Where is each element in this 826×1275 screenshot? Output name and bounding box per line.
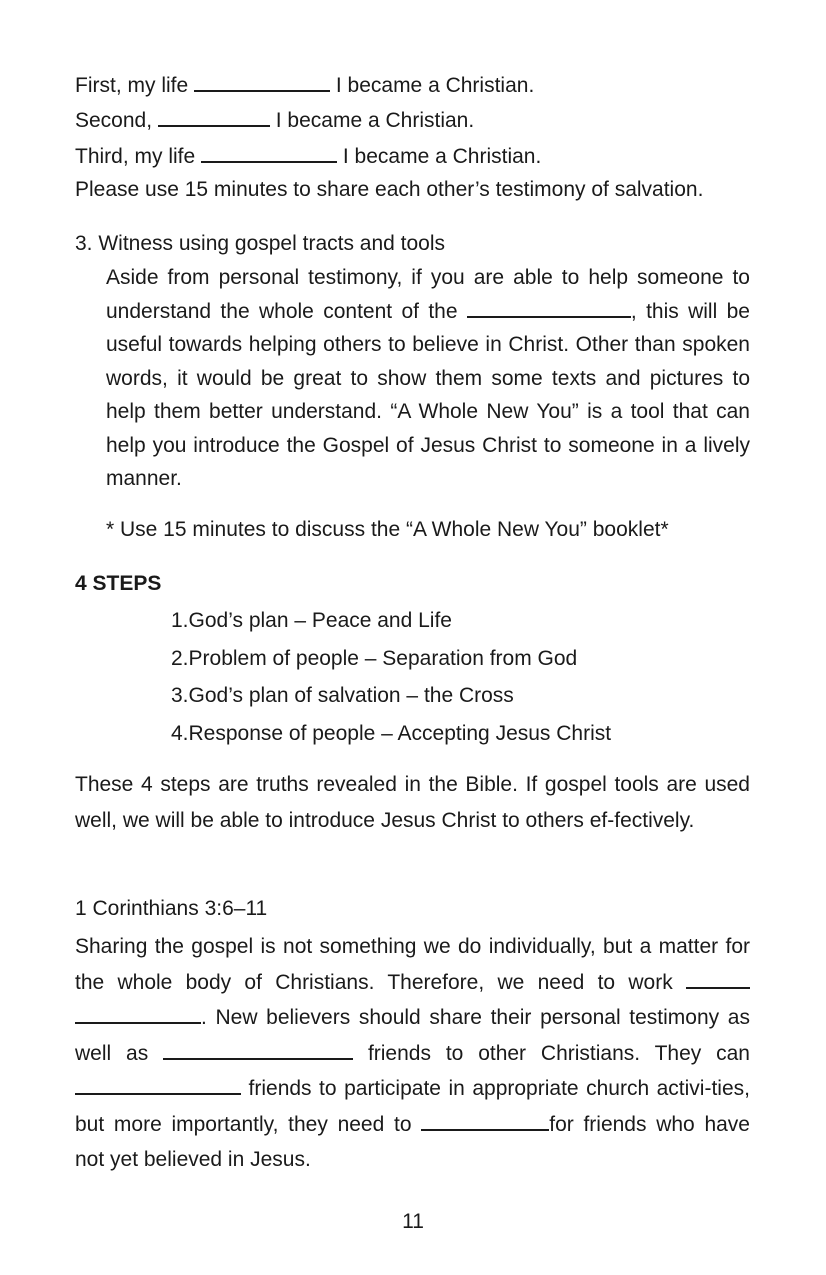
testimony-line-first [75,72,534,98]
testimony-line-third [75,143,541,169]
testimony-line-second [75,107,474,133]
testimony-instruction: Please use 15 minutes to share each other’s testimony of salvation. [75,178,704,201]
corinthians-paragraph [75,929,750,1178]
section3-paragraph [106,261,750,496]
testimony-first-post: I became a Christian. [335,74,535,97]
blank-line[interactable] [467,298,631,318]
blank-line[interactable] [686,969,750,989]
scripture-reference: 1 Corinthians 3:6–11 [75,897,268,920]
booklet-note: * Use 15 minutes to discuss the “A Whole New You” booklet* [106,518,669,541]
blank-line[interactable] [421,1111,549,1131]
paragraph-text: . New believers should share their personal testimony as well as [75,1006,750,1065]
blank-line[interactable] [201,143,337,163]
testimony-third-pre: Third, my life [75,145,196,168]
blank-line[interactable] [194,72,330,92]
page-number: 11 [402,1210,424,1233]
section-heading: 3. Witness using gospel tracts and tools [75,232,446,255]
paragraph-text: friends to other Christians. They can [367,1041,750,1065]
list-item: 2.Problem of people – Separation from God [171,647,578,670]
steps-heading: 4 STEPS [75,572,162,595]
list-item: 1.God’s plan – Peace and Life [171,609,452,632]
blank-line[interactable] [75,1075,241,1095]
paragraph-text: , this will be useful towards helping others to believe in Christ. Other than spoken words, it would be great to show them some texts and pictures to help them better understand. “A Whole New You” is a tool that can help you introduce the Gospel of Jesus Christ to someone in a lively manner. [106,299,750,490]
testimony-second-pre: Second, [75,109,153,132]
blank-line[interactable] [163,1040,353,1060]
blank-line[interactable] [75,1004,201,1024]
steps-summary: These 4 steps are truths revealed in the Bible. If gospel tools are used well, we will be able to introduce Jesus Christ to others ef-fectively. [75,773,750,832]
testimony-second-post: I became a Christian. [275,109,475,132]
paragraph-text: friends to participate in appropriate church activi-ties, but more importantly, they need to [75,1077,750,1136]
blank-line[interactable] [158,107,270,127]
testimony-first-pre: First, my life [75,74,189,97]
paragraph-text: Sharing the gospel is not something we do individually, but a matter for the whole body of Christians. Therefore, we need to work [75,935,750,994]
list-item: 3.God’s plan of salvation – the Cross [171,684,514,707]
list-item: 4.Response of people – Accepting Jesus Christ [171,722,612,745]
testimony-third-post: I became a Christian. [342,145,542,168]
paragraph-text: for friends who have not yet believed in Jesus. [75,1112,750,1171]
paragraph-text: Aside from personal testimony, if you are able to help someone to understand the whole content of the [106,266,750,323]
